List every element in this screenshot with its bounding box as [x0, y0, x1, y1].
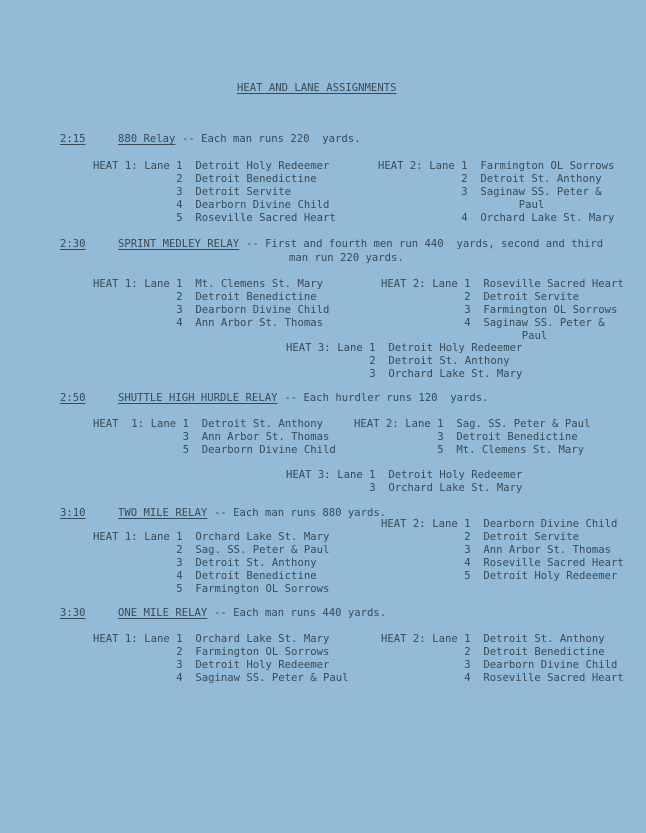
lane-number: 3: [176, 186, 183, 198]
lane-number: 2: [461, 173, 468, 185]
heat-label: HEAT 1:: [93, 633, 138, 645]
team-name: Sag. SS. Peter & Paul: [456, 418, 591, 430]
lane-number: 4: [176, 672, 183, 684]
lane-number: 3: [176, 557, 183, 569]
team-name: Ann Arbor St. Thomas: [195, 317, 323, 329]
lane-number: 2: [176, 544, 183, 556]
lane-number: 3: [437, 431, 444, 443]
lane-number: Lane 1: [337, 469, 376, 481]
team-name: Detroit Benedictine: [195, 291, 317, 303]
team-name: Detroit St. Anthony: [195, 557, 317, 569]
lane-number: 3: [182, 431, 189, 443]
lane-number: 4: [464, 317, 471, 329]
event-time: 3:30: [60, 607, 86, 619]
team-name: Mt. Clemens St. Mary: [456, 444, 584, 456]
team-name: Detroit St. Anthony: [201, 418, 323, 430]
team-name: Dearborn Divine Child: [483, 659, 618, 671]
team-name: Saginaw SS. Peter &: [483, 317, 605, 329]
heat-label: HEAT 2:: [354, 418, 399, 430]
lane-number: 2: [176, 291, 183, 303]
heat-label: HEAT 3:: [286, 342, 331, 354]
lane-number: 5: [437, 444, 444, 456]
team-name: Ann Arbor St. Thomas: [201, 431, 330, 443]
lane-number: 2: [464, 531, 471, 543]
team-name: Orchard Lake St. Mary: [388, 368, 523, 380]
heat-label: HEAT 1:: [93, 278, 138, 290]
lane-number: Lane 1: [144, 531, 183, 543]
lane-number: Lane 1: [144, 633, 183, 645]
team-name: Ann Arbor St. Thomas: [483, 544, 611, 556]
team-name: Detroit Holy Redeemer: [195, 659, 330, 671]
lane-number: Lane 1: [144, 160, 183, 172]
team-name: Roseville Sacred Heart: [483, 672, 624, 684]
event-name: 880 Relay: [118, 133, 176, 145]
event-description: -- Each man runs 220 yards.: [175, 133, 361, 145]
heat-label: HEAT 3:: [286, 469, 331, 481]
event-name: ONE MILE RELAY: [118, 607, 208, 619]
lane-number: Lane 1: [429, 160, 468, 172]
team-name: Orchard Lake St. Mary: [195, 633, 330, 645]
event-time: 3:10: [60, 507, 86, 519]
team-name: Detroit Benedictine: [195, 570, 317, 582]
team-name: Roseville Sacred Heart: [195, 212, 336, 224]
team-name: Dearborn Divine Child: [201, 444, 336, 456]
lane-number: 4: [461, 212, 468, 224]
lane-number: Lane 1: [432, 518, 471, 530]
lane-number: 3: [369, 368, 376, 380]
lane-number: 5: [176, 583, 183, 595]
team-name: Farmington OL Sorrows: [483, 304, 618, 316]
team-name: Sag. SS. Peter & Paul: [195, 544, 330, 556]
lane-number: Lane 1: [337, 342, 376, 354]
event-name: SPRINT MEDLEY RELAY: [118, 238, 240, 250]
team-name: Detroit Servite: [195, 186, 292, 198]
document-title: HEAT AND LANE ASSIGNMENTS: [237, 82, 397, 94]
lane-number: 4: [464, 557, 471, 569]
event-time: 2:30: [60, 238, 86, 250]
heat-label: HEAT 1:: [93, 160, 138, 172]
heat-label: HEAT 1:: [93, 418, 145, 430]
team-name: Saginaw SS. Peter & Paul: [195, 672, 349, 684]
event-description: -- Each man runs 440 yards.: [207, 607, 387, 619]
lane-number: Lane 1: [432, 633, 471, 645]
event-description: -- Each man runs 880 yards.: [207, 507, 387, 519]
team-name: Saginaw SS. Peter &: [480, 186, 602, 198]
event-description: -- First and fourth men run 440 yards, second and third: [239, 238, 604, 250]
lane-number: 5: [464, 570, 471, 582]
lane-number: 5: [182, 444, 189, 456]
lane-number: Lane 1: [432, 278, 471, 290]
team-name: Roseville Sacred Heart: [483, 557, 624, 569]
event-time: 2:50: [60, 392, 86, 404]
team-name: Paul: [521, 330, 548, 342]
team-name: Detroit Servite: [483, 291, 580, 303]
lane-number: 2: [176, 173, 183, 185]
team-name: Detroit Benedictine: [195, 173, 317, 185]
lane-number: 5: [176, 212, 183, 224]
team-name: Paul: [518, 199, 545, 211]
event-description: -- Each hurdler runs 120 yards.: [278, 392, 489, 404]
lane-number: 4: [464, 672, 471, 684]
lane-number: 3: [369, 482, 376, 494]
lane-number: 2: [176, 646, 183, 658]
lane-number: 2: [369, 355, 376, 367]
team-name: Farmington OL Sorrows: [480, 160, 615, 172]
lane-number: 2: [464, 291, 471, 303]
event-time: 2:15: [60, 133, 86, 145]
event-name: SHUTTLE HIGH HURDLE RELAY: [118, 392, 278, 404]
lane-number: Lane 1: [405, 418, 444, 430]
heat-label: HEAT 2:: [381, 278, 426, 290]
team-name: Detroit Benedictine: [483, 646, 605, 658]
lane-number: 4: [176, 317, 183, 329]
lane-number: 3: [461, 186, 468, 198]
lane-number: 3: [176, 659, 183, 671]
heat-label: HEAT 1:: [93, 531, 138, 543]
heat-label: HEAT 2:: [381, 633, 426, 645]
lane-number: 4: [176, 570, 183, 582]
team-name: Detroit Holy Redeemer: [388, 469, 523, 481]
lane-number: 3: [464, 544, 471, 556]
lane-number: 2: [464, 646, 471, 658]
team-name: Detroit Holy Redeemer: [483, 570, 618, 582]
heat-label: HEAT 2:: [381, 518, 426, 530]
team-name: Orchard Lake St. Mary: [195, 531, 330, 543]
lane-number: 4: [176, 199, 183, 211]
team-name: Detroit Servite: [483, 531, 580, 543]
lane-number: 3: [176, 304, 183, 316]
event-description-cont: man run 220 yards.: [289, 252, 404, 264]
heat-label: HEAT 2:: [378, 160, 423, 172]
team-name: Detroit Holy Redeemer: [195, 160, 330, 172]
team-name: Farmington OL Sorrows: [195, 583, 330, 595]
lane-number: 3: [464, 304, 471, 316]
team-name: Detroit St. Anthony: [388, 355, 510, 367]
team-name: Detroit St. Anthony: [480, 173, 602, 185]
team-name: Farmington OL Sorrows: [195, 646, 330, 658]
team-name: Roseville Sacred Heart: [483, 278, 624, 290]
team-name: Orchard Lake St. Mary: [480, 212, 615, 224]
lane-number: 3: [464, 659, 471, 671]
team-name: Detroit Holy Redeemer: [388, 342, 523, 354]
team-name: Orchard Lake St. Mary: [388, 482, 523, 494]
team-name: Dearborn Divine Child: [483, 518, 618, 530]
lane-number: Lane 1: [150, 418, 189, 430]
team-name: Mt. Clemens St. Mary: [195, 278, 323, 290]
team-name: Detroit St. Anthony: [483, 633, 605, 645]
team-name: Dearborn Divine Child: [195, 199, 330, 211]
event-name: TWO MILE RELAY: [118, 507, 208, 519]
team-name: Dearborn Divine Child: [195, 304, 330, 316]
lane-number: Lane 1: [144, 278, 183, 290]
team-name: Detroit Benedictine: [456, 431, 578, 443]
